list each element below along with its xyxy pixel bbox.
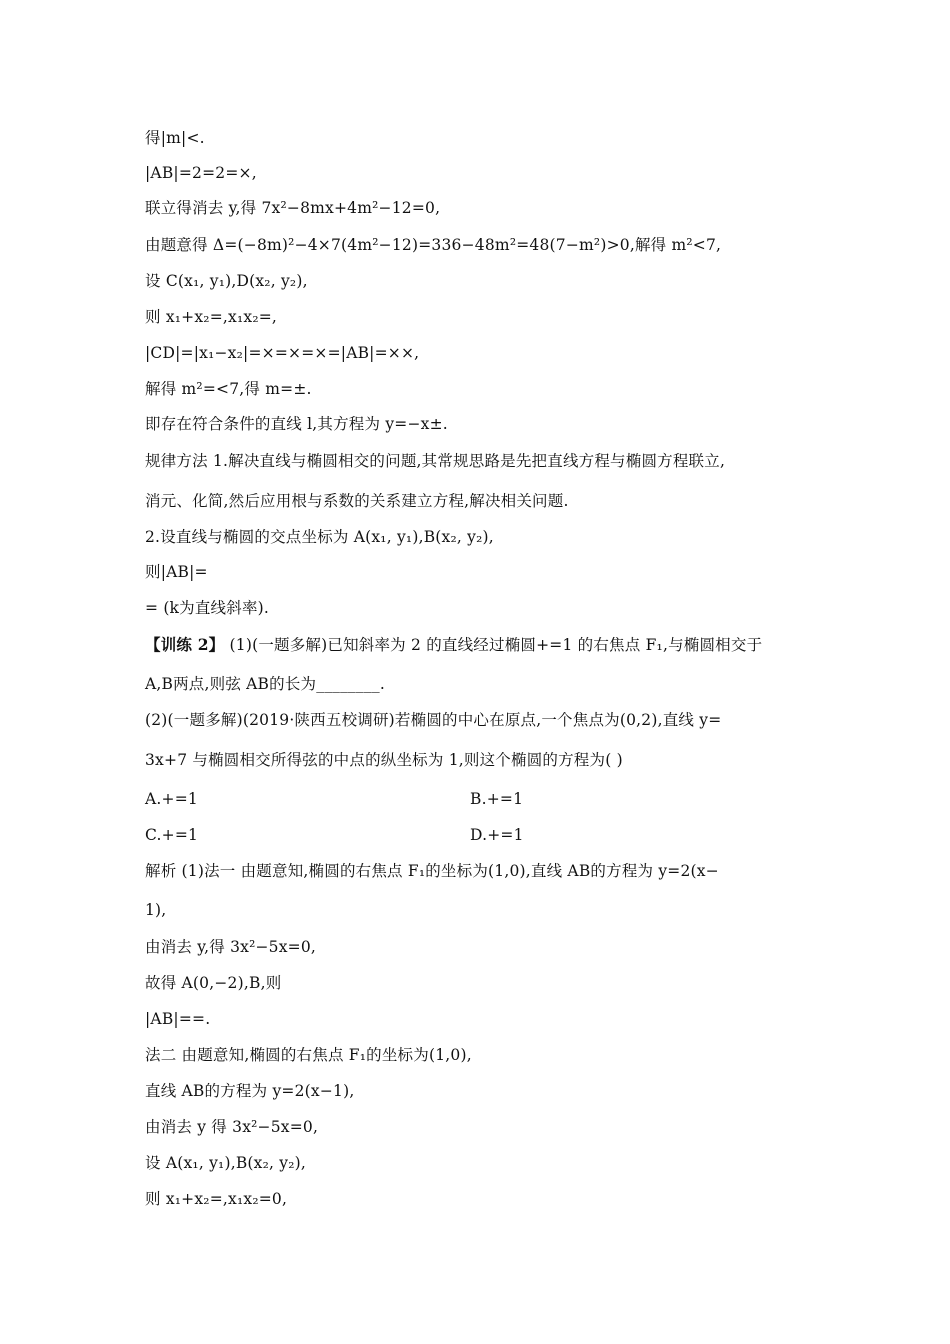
rule-method-line: 规律方法 1.解决直线与椭圆相交的问题,其常规思路是先把直线方程与椭圆方程联立, xyxy=(145,452,726,470)
text-line: 由题意得 Δ=(−8m)²−4×7(4m²−12)=336−48m²=48(7−m²)>0,解得 m²<7, xyxy=(145,236,722,254)
text-line: 则|AB|= xyxy=(145,563,208,581)
text-line: 则 x₁+x₂=,x₁x₂=, xyxy=(145,308,278,326)
text-line: 即存在符合条件的直线 l,其方程为 y=−x±. xyxy=(145,415,448,433)
exercise-heading-line xyxy=(145,635,762,655)
text-line: 消元、化简,然后应用根与系数的关系建立方程,解决相关问题. xyxy=(145,492,569,510)
text-line: 设 A(x₁, y₁),B(x₂, y₂), xyxy=(145,1154,307,1172)
option-d: D.+=1 xyxy=(470,826,524,844)
option-b: B.+=1 xyxy=(470,790,524,808)
text-line: 1), xyxy=(145,901,167,919)
text-line: |AB|=2=2=×, xyxy=(145,164,257,182)
text-line: 得|m|<. xyxy=(145,129,205,147)
option-a: A.+=1 xyxy=(145,790,198,808)
text-line: A,B两点,则弦 AB的长为________. xyxy=(145,675,385,693)
solution-line: 解析 (1)法一 由题意知,椭圆的右焦点 F₁的坐标为(1,0),直线 AB的方程为 y=2(x− xyxy=(145,862,719,880)
text-line: |AB|==. xyxy=(145,1010,211,1028)
exercise-label: 【训练 2】 xyxy=(145,635,225,654)
text-line: 由消去 y 得 3x²−5x=0, xyxy=(145,1118,319,1136)
text-line: 联立得消去 y,得 7x²−8mx+4m²−12=0, xyxy=(145,199,441,217)
text-line: 由消去 y,得 3x²−5x=0, xyxy=(145,938,317,956)
text-line: 故得 A(0,−2),B,则 xyxy=(145,974,282,992)
text-line: 直线 AB的方程为 y=2(x−1), xyxy=(145,1082,355,1100)
text-line: |CD|=|x₁−x₂|=×=×=×=|AB|=××, xyxy=(145,344,420,362)
text-line: 2.设直线与椭圆的交点坐标为 A(x₁, y₁),B(x₂, y₂), xyxy=(145,528,494,546)
text-line: 3x+7 与椭圆相交所得弦的中点的纵坐标为 1,则这个椭圆的方程为( ) xyxy=(145,751,623,769)
text-line: 设 C(x₁, y₁),D(x₂, y₂), xyxy=(145,272,308,290)
exercise-text: (1)(一题多解)已知斜率为 2 的直线经过椭圆+=1 的右焦点 F₁,与椭圆相交于 xyxy=(229,636,763,654)
text-line: 解得 m²=<7,得 m=±. xyxy=(145,380,312,398)
text-line: = (k为直线斜率). xyxy=(145,599,270,617)
text-line: 法二 由题意知,椭圆的右焦点 F₁的坐标为(1,0), xyxy=(145,1046,472,1064)
option-c: C.+=1 xyxy=(145,826,199,844)
text-line: (2)(一题多解)(2019·陕西五校调研)若椭圆的中心在原点,一个焦点为(0,2),直线 y= xyxy=(145,711,722,729)
text-line: 则 x₁+x₂=,x₁x₂=0, xyxy=(145,1190,288,1208)
